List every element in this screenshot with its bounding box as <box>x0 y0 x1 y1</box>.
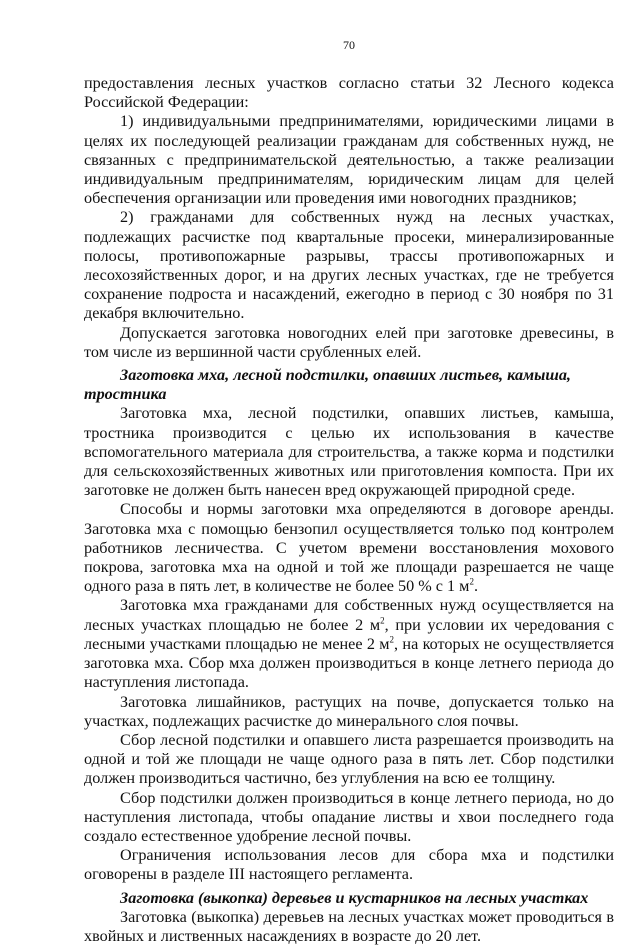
page-number: 70 <box>343 38 355 52</box>
paragraph: Способы и нормы заготовки мха определяются в договоре аренды. Заготовка мха с помощью бензопил осуществляется только под контролем работников лесничества. С учетом времени восстановления мохового покрова, заготовка мха на одной и той же площади разрешается не чаще одного раза в пять лет, в количестве не более 50 % с 1 $м^2$. <box>84 500 614 596</box>
paragraph: 1) индивидуальными предпринимателями, юридическими лицами в целях их последующей реализации гражданам для собственных нужд, не связанных с предпринимательской деятельностью, а также реализации индивидуальным предпринимателям, юридическим лицам для целей обеспечения организации или проведения ими новогодних праздников; <box>84 112 614 208</box>
superscript: 2 <box>380 615 385 626</box>
paragraph: Заготовка (выкопка) деревьев на лесных участках может проводиться в хвойных и лиственных насаждениях в возрасте до 20 лет. <box>84 907 614 945</box>
paragraph: Сбор подстилки должен производиться в конце летнего периода, но до наступления листопада, чтобы опадание листвы и хвои последнего года создало естественное удобрение лесной почвы. <box>84 788 614 845</box>
paragraph: Ограничения использования лесов для сбора мха и подстилки оговорены в разделе III настоящего регламента. <box>84 846 614 884</box>
section-heading: Заготовка (выкопка) деревьев и кустарников на лесных участках <box>120 888 589 907</box>
section-heading: Заготовка мха, лесной подстилки, опавших листьев, камыша, тростника <box>84 366 571 404</box>
paragraph: Заготовка лишайников, растущих на почве, допускается только на участках, подлежащих расчистке до минерального слоя почвы. <box>84 692 614 730</box>
paragraph: предоставления лесных участков согласно статьи 32 Лесного кодекса Российской Федерации: <box>84 74 614 112</box>
paragraph: Заготовка мха гражданами для собственных нужд осуществляется на лесных участках площадью не более 2 $м^2$, при условии их чередования с лесными участками площадью не менее 2 $м^2$, на которых не осуществляется заготовка мха. Сбор мха должен производиться в конце летнего периода до наступления листопада. <box>84 596 614 692</box>
paragraph: 2) гражданами для собственных нужд на лесных участках, подлежащих расчистке под квартальные просеки, минерализированные полосы, противопожарные разрывы, трассы противопожарных и лесохозяйственных дорог, и на других лесных участках, где не требуется сохранение подроста и насаждений, ежегодно в период с 30 ноября по 31 декабря включительно. <box>84 208 614 323</box>
superscript: 2 <box>389 634 395 645</box>
paragraph: Заготовка мха, лесной подстилки, опавших листьев, камыша, тростника производится с целью их использования в качестве вспомогательного материала для строительства, а также корма и подстилки для сельскохозяйственных животных или приготовления компоста. При их заготовке не должен быть нанесен вред окружающей природной среде. <box>84 404 614 500</box>
superscript: 2 <box>469 576 474 587</box>
document-body <box>84 74 614 946</box>
paragraph: Сбор лесной подстилки и опавшего листа разрешается производить на одной и той же площади не чаще одного раза в пять лет. Сбор подстилки должен производиться частично, без углубления на всю ее толщину. <box>84 730 614 788</box>
paragraph: Допускается заготовка новогодних елей при заготовке древесины, в том числе из вершинной части срубленных елей. <box>84 323 614 361</box>
